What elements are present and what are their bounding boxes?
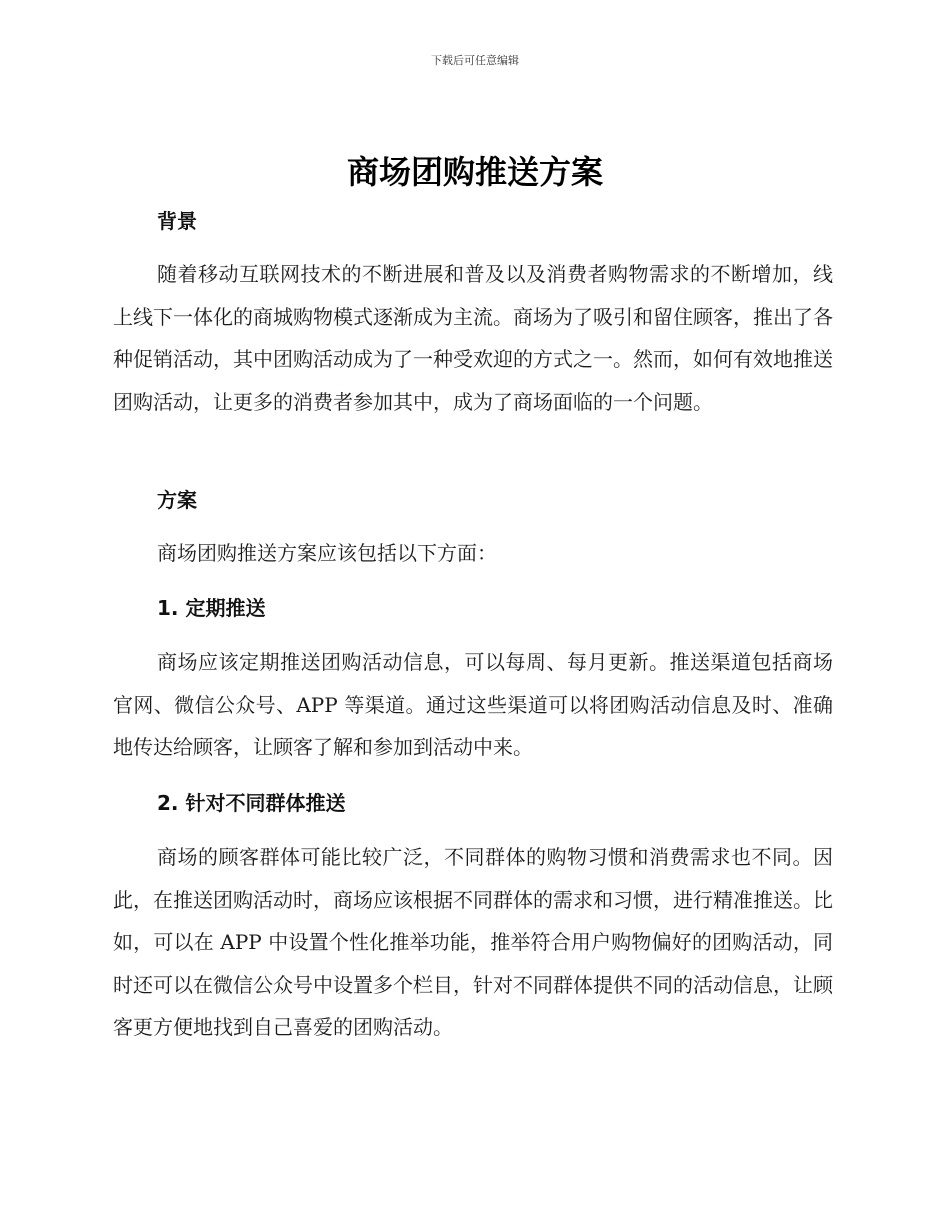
section-paragraph-regular-push: 商场应该定期推送团购活动信息，可以每周、每月更新。推送渠道包括商场官网、微信公众号、APP 等渠道。通过这些渠道可以将团购活动信息及时、准确地传达给顾客，让顾客了解和参加到活动中来。 xyxy=(113,650,833,759)
plan-intro: 商场团购推送方案应该包括以下方面： xyxy=(157,541,497,565)
section-heading-regular-push: 1. 定期推送 xyxy=(157,596,266,620)
background-paragraph: 随着移动互联网技术的不断进展和普及以及消费者购物需求的不断增加，线上线下一体化的商城购物模式逐渐成为主流。商场为了吸引和留住顾客，推出了各种促销活动，其中团购活动成为了一种受欢迎的方式之一。然而，如何有效地推送团购活动，让更多的消费者参加其中，成为了商场面临的一个问题。 xyxy=(113,262,833,414)
document-title: 商场团购推送方案 xyxy=(346,153,603,191)
section-paragraph-targeted-push: 商场的顾客群体可能比较广泛，不同群体的购物习惯和消费需求也不同。因此，在推送团购活动时，商场应该根据不同群体的需求和习惯，进行精准推送。比如，可以在 APP 中设置个性化推举功能，推举符合用户购物偏好的团购活动，同时还可以在微信公众号中设置多个栏目，针对不同群体提供不同的活动信息，让顾客更方便地找到自己喜爱的团购活动。 xyxy=(113,845,833,1039)
plan-heading: 方案 xyxy=(157,488,197,512)
background-heading: 背景 xyxy=(157,209,197,233)
section-heading-targeted-push: 2. 针对不同群体推送 xyxy=(157,791,346,815)
header-note: 下载后可任意编辑 xyxy=(431,54,519,67)
